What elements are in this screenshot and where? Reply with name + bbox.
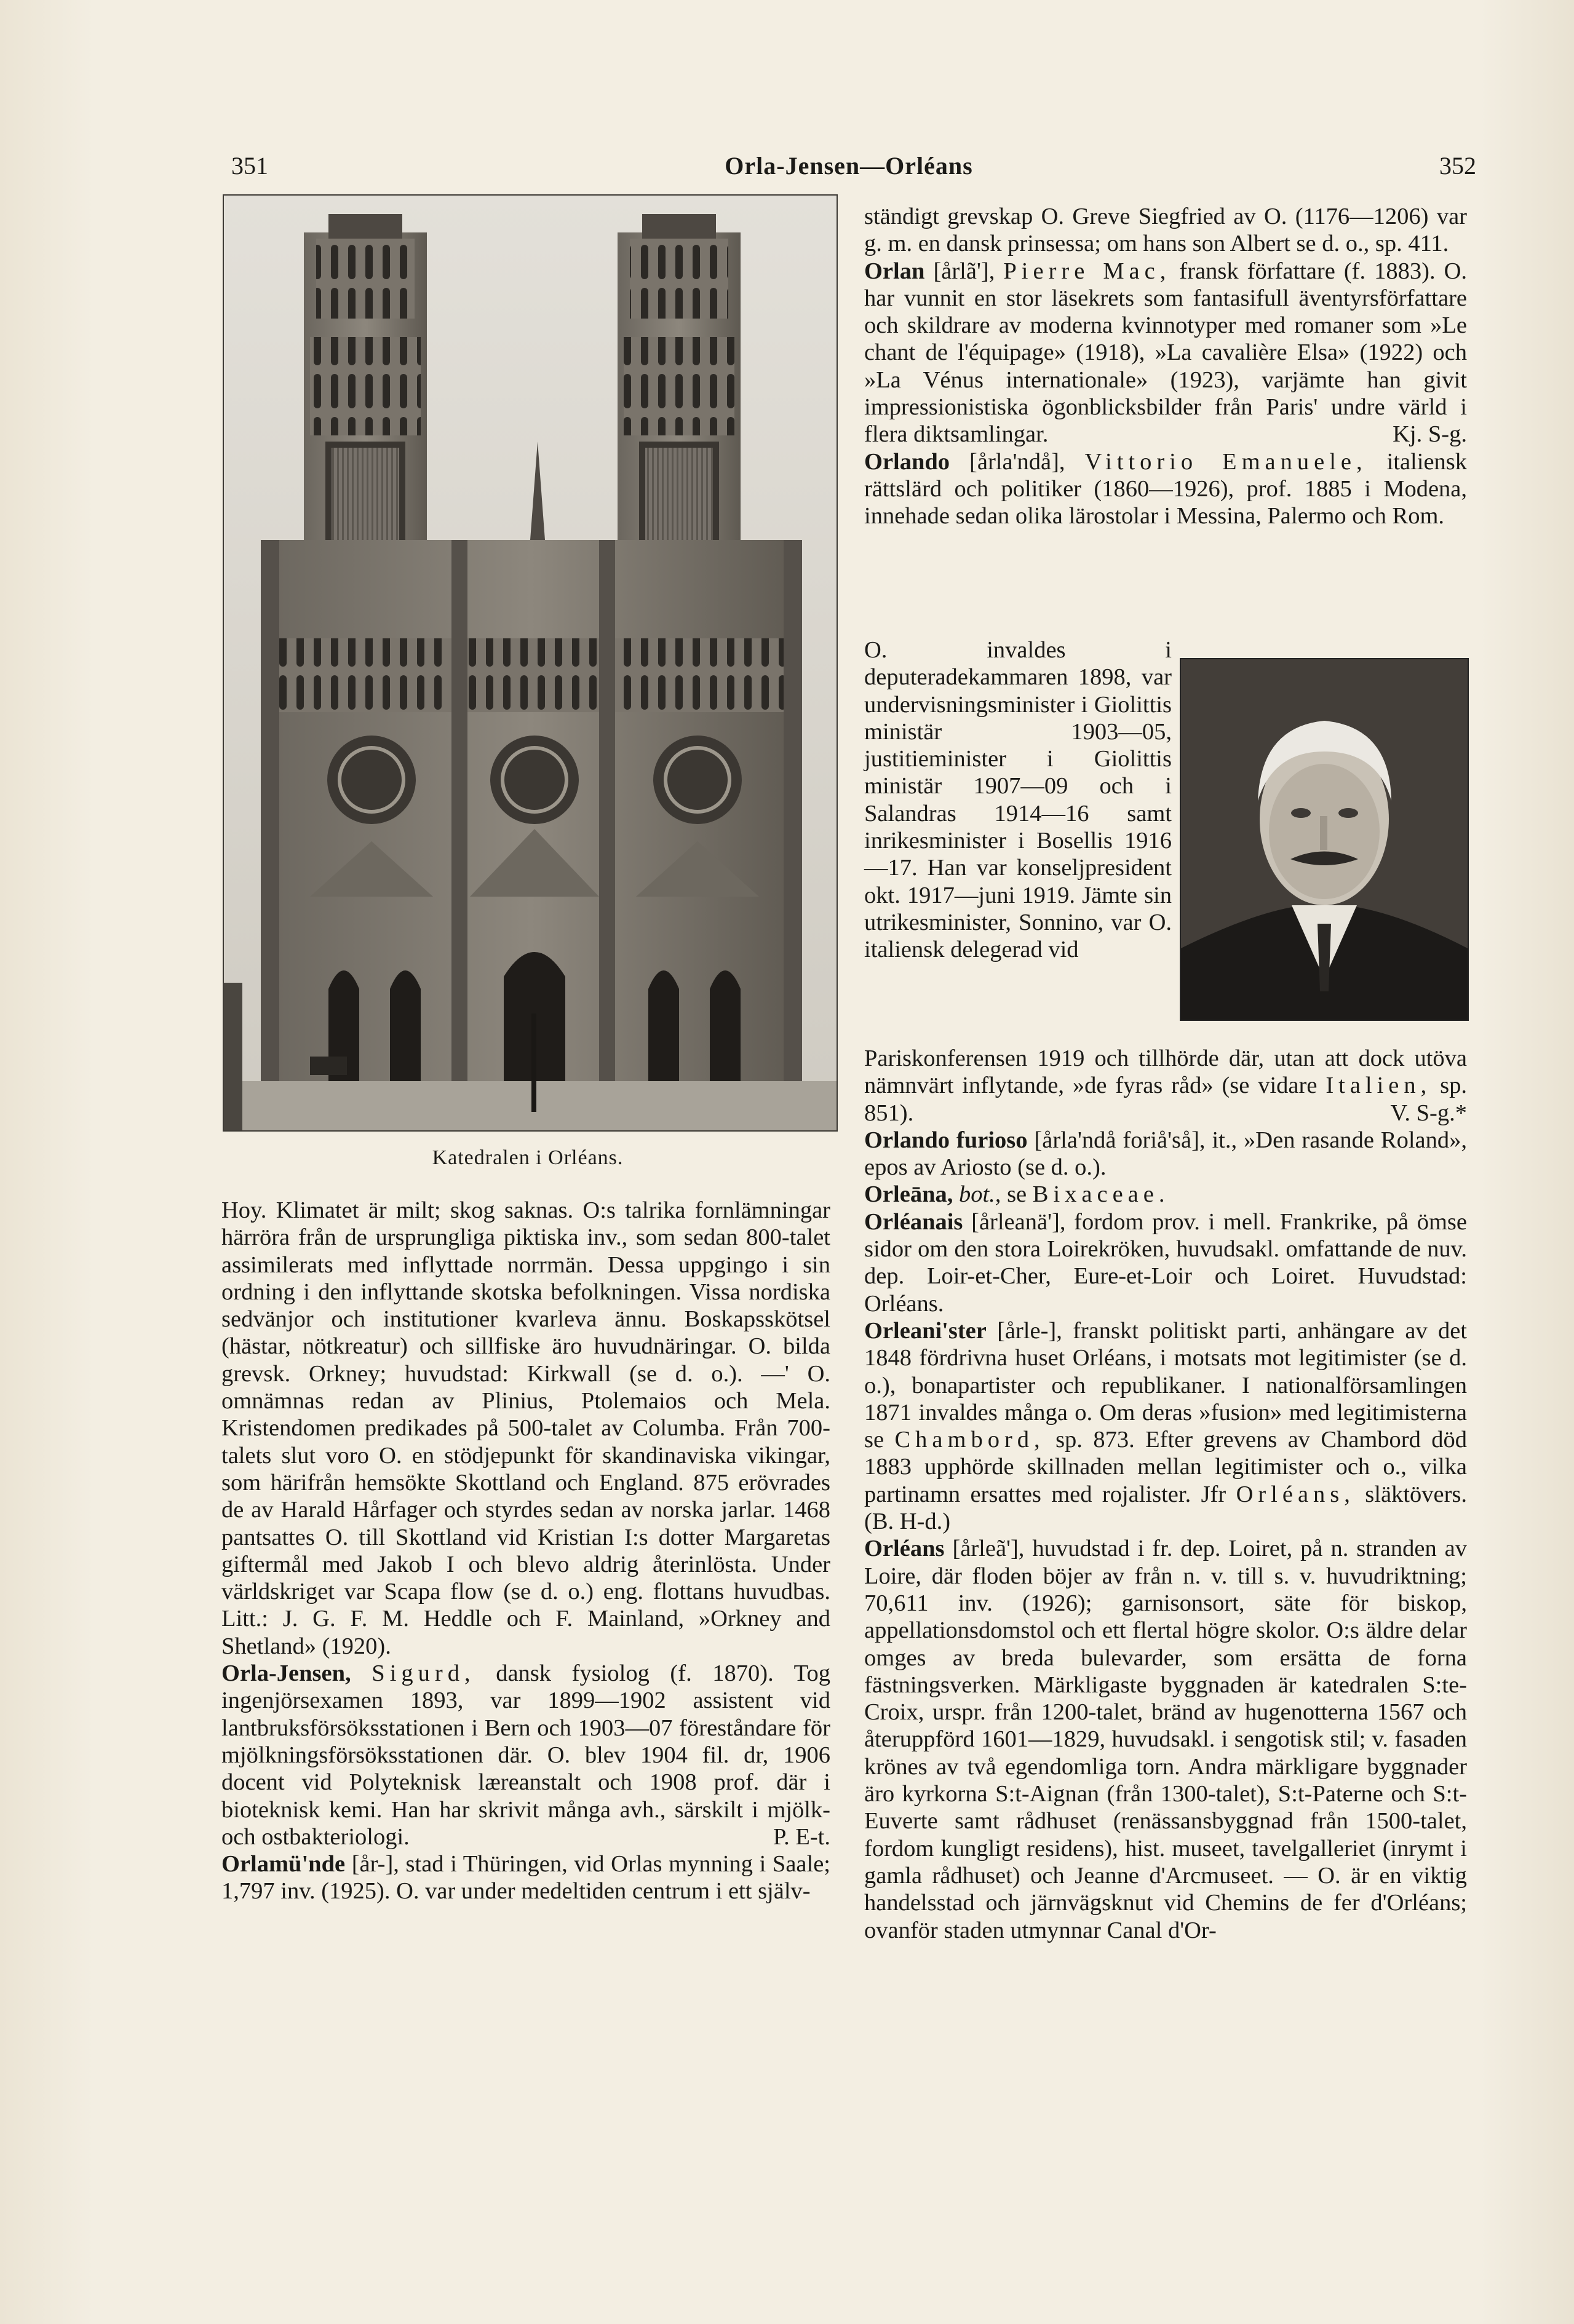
orkney-continuation: ständigt grevskap O. Greve Siegfried av O. (1176—1206) var g. m. en dansk prinsessa; om hans son Albert se d. o., sp. 411. <box>864 204 1467 257</box>
headword-orlando-furioso: Orlando furioso <box>864 1127 1028 1153</box>
headword-orleanister: Orleani'ster <box>864 1317 987 1344</box>
orleanais-text: [årleanä'], fordom prov. i mell. Frankrike, på ömse sidor om den stora Loirekröken, huvudsakl. omfattande de nuv. dep. Loir-et-Cher, Eure-et-Loir och Loiret. Huvudstad: Orléans. <box>864 1208 1468 1317</box>
orleanister-end: släktövers. (B. H-d.) <box>864 1481 1468 1535</box>
entry-orleana <box>864 1181 1467 1208</box>
cathedral-illustration-icon <box>224 196 837 1130</box>
orkney-paragraph: Hoy. Klimatet är milt; skog saknas. O:s talrika fornlämningar härröra från de ursprungliga piktiska inv., som sedan 800-talet assimilerats med inflyttade norrmän. Dessa uppgingo i sin ordning i den inflyttande skotska befolkningen. Vissa nordiska sedvänjor och institutioner kvarleva ännu. Boskapsskötsel (hästar, nötkreatur) och sillfiske äro huvudnäringar. O. bilda grevsk. Orkney; huvudstad: Kirkwall (se d. o.). —' O. omnämnas redan av Plinius, Ptolemaios och Mela. Kristendomen predikades på 500-talet av Columba. Från 700-talets slut voro O. en stödjepunkt för skandinaviska vikingar, som härifrån hemsökte Skottland och England. 875 erövrades de av Harald Hårfager och styrdes sedan av norska jarlar. 1468 pantsattes O. till Skottland vid Kristian I:s dotter Margaretas giftermål med Jakob I och blevo aldrig återinlösta. Under världskriget var Scapa flow (se d. o.) eng. flottans huvudbas. Litt.: J. G. F. M. Heddle och F. Mainland, »Orkney and Shetland» (1920). <box>221 1197 830 1659</box>
orleanister-orleans-ref: Orléans, <box>1236 1481 1355 1507</box>
orleana-ref: Bixaceae. <box>1032 1181 1170 1208</box>
right-column-top <box>864 203 1467 530</box>
orlan-signature: Kj. S-g. <box>1393 421 1467 448</box>
orla-jensen-text: dansk fysiolog (f. 1870). Tog ingenjörsexamen 1893, var 1899—1902 assistent vid lantbruksförsöksstationen i Bern och 1903—07 föreståndare för mjölkningsförsöksstationen där. O. blev 1904 fil. dr, 1906 docent vid Polyteknisk læreanstalt och 1908 prof. där i bioteknisk kemi. Han har skrivit många avh., särskilt i mjölk- och ostbakteriologi. <box>221 1660 830 1850</box>
orlando-name: Vittorio Emanuele, <box>1084 448 1367 475</box>
headword-orlamunde: Orlamü'nde <box>221 1851 346 1878</box>
orleanister-text2: sp. 873. Efter grevens av Chambord död 1883 upphörde skillnaden mellan legitimister och o., vilka partinamn ersattes med rojalister. Jfr <box>864 1427 1468 1507</box>
headword-orleans: Orléans <box>864 1536 945 1562</box>
entry-orleans <box>864 1535 1467 1943</box>
cathedral-photo <box>223 194 838 1132</box>
headword-orlando: Orlando <box>864 448 950 475</box>
orlan-pronunciation: [årlã'], <box>933 258 995 284</box>
orlando-furioso-text: [årla'ndå foriå'så], it., »Den rasande Roland», epos av Ariosto (se d. o.). <box>864 1127 1467 1181</box>
orleana-bot: bot., <box>958 1181 1001 1208</box>
orla-jensen-signature: P. E-t. <box>773 1823 830 1850</box>
orlando-continuation <box>864 1045 1467 1127</box>
orlando-portrait <box>1180 658 1469 1021</box>
orleana-se: se <box>1007 1181 1027 1208</box>
orlando-signature: V. S-g.* <box>1390 1100 1467 1126</box>
orlan-text: fransk författare (f. 1883). O. har vunnit en stor läsekrets som fantasifull äventyrsförfattare och skildrare av moderna kvinnotyper med romaner som »Le chant de l'équipage» (1918), »La cavalière Elsa» (1922) och »La Vénus internationale» (1923), varjämte han givit impressionistiska ögonblicksbilder från Paris' undre värld i flera diktsamlingar. <box>864 258 1468 448</box>
orlando-text: italiensk rättslärd och politiker (1860—1926), prof. 1885 i Modena, innehade sedan olika lärostolar i Messina, Palermo och Rom. <box>864 448 1468 529</box>
entry-orla-jensen <box>221 1660 830 1850</box>
headword-orleanais: Orléanais <box>864 1208 963 1235</box>
orlando-italien-ref: Italien, <box>1326 1073 1432 1099</box>
orlando-career-text: O. invaldes i deputeradekammaren 1898, var undervisningsminister i Giolittis ministär 1903—05, justitieminister i Giolittis ministär 1907—09 och i Salandras 1914—16 samt inrikesminister i Bosellis 1916—17. Han var konseljpresident okt. 1917—juni 1919. Jämte sin utrikesminister, Sonnino, var O. italiensk delegerad vid <box>864 637 1172 963</box>
orleanister-text: [årle-], franskt politiskt parti, anhängare av det 1848 fördrivna huset Orléans, i motsats mot legitimister (se d. o.), bonapartister och republikaner. I nationalförsamlingen 1871 invaldes många o. Om deras »fusion» med legitimisterna se <box>864 1317 1467 1453</box>
entry-orlando <box>864 448 1467 530</box>
running-title: Orla-Jensen—Orléans <box>725 152 973 180</box>
cathedral-caption: Katedralen i Orléans. <box>432 1146 624 1169</box>
orleanister-chambord-ref: Chambord, <box>894 1427 1045 1453</box>
orla-jensen-name: Sigurd, <box>372 1660 475 1687</box>
headword-orlan: Orlan <box>864 258 925 284</box>
right-page-number: 352 <box>1439 152 1476 180</box>
orlamunde-text: [år-], stad i Thüringen, vid Orlas mynning i Saale; 1,797 inv. (1925). O. var under medeltiden centrum i ett själv- <box>221 1851 830 1905</box>
right-column-bottom <box>864 1045 1467 1944</box>
orlando-pronunciation: [årla'ndå], <box>969 448 1065 475</box>
orlando-narrow-text <box>864 637 1172 964</box>
portrait-photo-icon <box>1181 659 1468 1020</box>
orlando-continuation-text: Pariskonferensen 1919 och tillhörde där, utan att dock utöva nämnvärt inflytande, »de fyras råd» (se vidare <box>864 1045 1467 1099</box>
entry-orlando-furioso <box>864 1127 1467 1181</box>
headword-orla-jensen: Orla-Jensen, <box>221 1660 351 1687</box>
entry-orlamunde <box>221 1850 830 1905</box>
orlan-name: Pierre Mac, <box>1003 258 1171 284</box>
running-header <box>221 151 1476 188</box>
entry-orleanister <box>864 1317 1467 1535</box>
entry-orleanais <box>864 1208 1467 1317</box>
orlando-end-text: sp. 851). <box>864 1073 1468 1126</box>
orleans-text: [årleã'], huvudstad i fr. dep. Loiret, på n. stranden av Loire, där floden böjer av från n. v. till s. v. huvudriktning; 70,611 inv. (1926); garnisonsort, säte för biskop, appellationsdomstol och ett flertal högre skolor. O:s äldre delar omges av breda bulevarder, som ersätta de forna fästningsverken. Märkligaste byggnaden är katedralen S:te-Croix, urspr. från 1200-talet, bränd av hugenotterna 1567 och återuppförd 1601—1829, huvudsakl. i sengotisk stil; v. fasaden krönes av två egendomliga torn. Andra märkligare byggnader äro kyrkorna S:t-Aignan (från 1300-talet), S:t-Paterne och S:t-Euverte samt rådhuset (renässansbyggnad från 1500-talet, fordom kungligt residens), hist. museet, tavelgalleriet (inrymt i gamla rådhuset) och Jeanne d'Arcmuseet. — O. är en viktig handelsstad och järnvägsknut vid Chemins de fer d'Orléans; ovanför staden utmynnar Canal d'Or- <box>864 1536 1468 1943</box>
left-page-number: 351 <box>231 152 268 180</box>
headword-orleana: Orleāna, <box>864 1181 953 1208</box>
entry-orlan <box>864 258 1467 448</box>
left-column <box>221 1197 830 1905</box>
